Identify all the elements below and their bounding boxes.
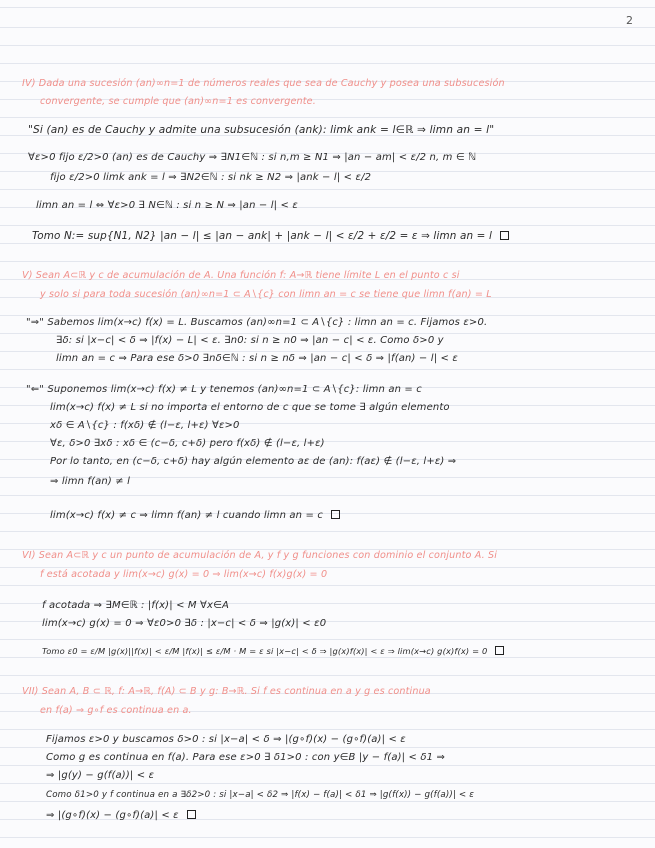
qed-square-icon [500, 231, 509, 240]
section-vii-heading-line-2: en f(a) ⇒ g∘f es continua en a. [40, 705, 192, 716]
section-vii-heading-line-1: VII) Sean A, B ⊂ ℝ, f: A→ℝ, f(A) ⊂ B y g: B→ℝ. Si f es continua en a y g es continua [22, 686, 431, 697]
section-iv-heading-line-1: IV) Dada una sucesión (an)∞n=1 de números reales que sea de Cauchy y posea una subsucesión [22, 78, 505, 89]
section-vii-line: Como δ1>0 y f continua en a ∃δ2>0 : si |x−a| < δ2 ⇒ |f(x) − f(a)| < δ1 ⇒ |g(f(x)) − g(f(a))| < ε [46, 790, 475, 800]
section-vi-line: f acotada ⇒ ∃M∈ℝ : |f(x)| < M ∀x∈A [42, 600, 229, 611]
section-v-heading-line-2: y solo si para toda sucesión (an)∞n=1 ⊂ A∖{c} con limn an = c se tiene que limn f(an) = L [40, 289, 492, 300]
section-iv-conclusion-text: Tomo N:= sup{N1, N2} |an − l| ≤ |an − ank| + |ank − l| < ε/2 + ε/2 = ε ⇒ limn an = l [32, 230, 493, 242]
section-vi-line: lim(x→c) g(x) = 0 ⇒ ∀ε0>0 ∃δ : |x−c| < δ ⇒ |g(x)| < ε0 [42, 618, 327, 629]
section-vi-conclusion [42, 646, 504, 656]
section-v-line: xδ ∈ A∖{c} : f(xδ) ∉ (l−ε, l+ε) ∀ε>0 [50, 420, 240, 431]
section-iv-conclusion [32, 230, 509, 242]
section-vi-heading-line-1: VI) Sean A⊂ℝ y c un punto de acumulación de A, y f y g funciones con dominio el conjunto A. Si [22, 550, 498, 561]
section-v-line: ∀ε, δ>0 ∃xδ : xδ ∈ (c−δ, c+δ) pero f(xδ) ∉ (l−ε, l+ε) [50, 438, 325, 449]
section-iv-statement: "Si (an) es de Cauchy y admite una subsucesión (ank): limk ank = l∈ℝ ⇒ limn an = l" [28, 124, 495, 136]
section-v-line: ∃δ: si |x−c| < δ ⇒ |f(x) − L| < ε. ∃n0: si n ≥ n0 ⇒ |an − c| < ε. Como δ>0 y [56, 335, 444, 346]
section-v-heading-line-1: V) Sean A⊂ℝ y c de acumulación de A. Una función f: A→ℝ tiene límite L en el punto c si [22, 270, 460, 281]
section-iv-line: ∀ε>0 fijo ε/2>0 (an) es de Cauchy ⇒ ∃N1∈ℕ : si n,m ≥ N1 ⇒ |an − am| < ε/2 n, m ∈ ℕ [28, 152, 477, 163]
section-vii-line: Como g es continua en f(a). Para ese ε>0 ∃ δ1>0 : con y∈B |y − f(a)| < δ1 ⇒ [46, 752, 446, 763]
qed-square-icon [495, 646, 504, 655]
section-vii-conclusion [46, 810, 196, 821]
section-vi-conclusion-text: Tomo ε0 = ε/M |g(x)||f(x)| < ε/M |f(x)| ≤ ε/M · M = ε si |x−c| < δ ⇒ |g(x)f(x)| < ε ⇒ lim(x→c) g(x)f(x) = 0 [42, 646, 488, 656]
section-vii-conclusion-text: ⇒ |(g∘f)(x) − (g∘f)(a)| < ε [46, 810, 179, 821]
qed-square-icon [331, 510, 340, 519]
section-iv-heading-line-2: convergente, se cumple que (an)∞n=1 es convergente. [40, 96, 316, 107]
section-iv-line: limn an = l ⇔ ∀ε>0 ∃ N∈ℕ : si n ≥ N ⇒ |an − l| < ε [36, 200, 298, 211]
section-v-conclusion [50, 510, 340, 521]
section-v-line: limn an = c ⇒ Para ese δ>0 ∃nδ∈ℕ : si n ≥ nδ ⇒ |an − c| < δ ⇒ |f(an) − l| < ε [56, 353, 458, 364]
section-v-conclusion-text: lim(x→c) f(x) ≠ c ⇒ limn f(an) ≠ l cuando limn an = c [50, 510, 323, 521]
section-iv-line: fijo ε/2>0 limk ank = l ⇒ ∃N2∈ℕ : si nk ≥ N2 ⇒ |ank − l| < ε/2 [50, 172, 372, 183]
section-vii-line: ⇒ |g(y) − g(f(a))| < ε [46, 770, 155, 781]
section-v-line: lim(x→c) f(x) ≠ L si no importa el entorno de c que se tome ∃ algún elemento [50, 402, 450, 413]
section-v-line: "⇒" Sabemos lim(x→c) f(x) = L. Buscamos (an)∞n=1 ⊂ A∖{c} : limn an = c. Fijamos ε>0. [26, 317, 488, 328]
section-v-line: ⇒ limn f(an) ≠ l [50, 476, 131, 487]
section-vi-heading-line-2: f está acotada y lim(x→c) g(x) = 0 ⇒ lim(x→c) f(x)g(x) = 0 [40, 569, 328, 580]
section-v-line: Por lo tanto, en (c−δ, c+δ) hay algún elemento aε de (an): f(aε) ∉ (l−ε, l+ε) ⇒ [50, 456, 457, 467]
page-number: 2 [626, 14, 633, 27]
section-v-line: "⇐" Suponemos lim(x→c) f(x) ≠ L y tenemos (an)∞n=1 ⊂ A∖{c}: limn an = c [26, 384, 422, 395]
qed-square-icon [187, 810, 196, 819]
section-vii-line: Fijamos ε>0 y buscamos δ>0 : si |x−a| < δ ⇒ |(g∘f)(x) − (g∘f)(a)| < ε [46, 734, 406, 745]
